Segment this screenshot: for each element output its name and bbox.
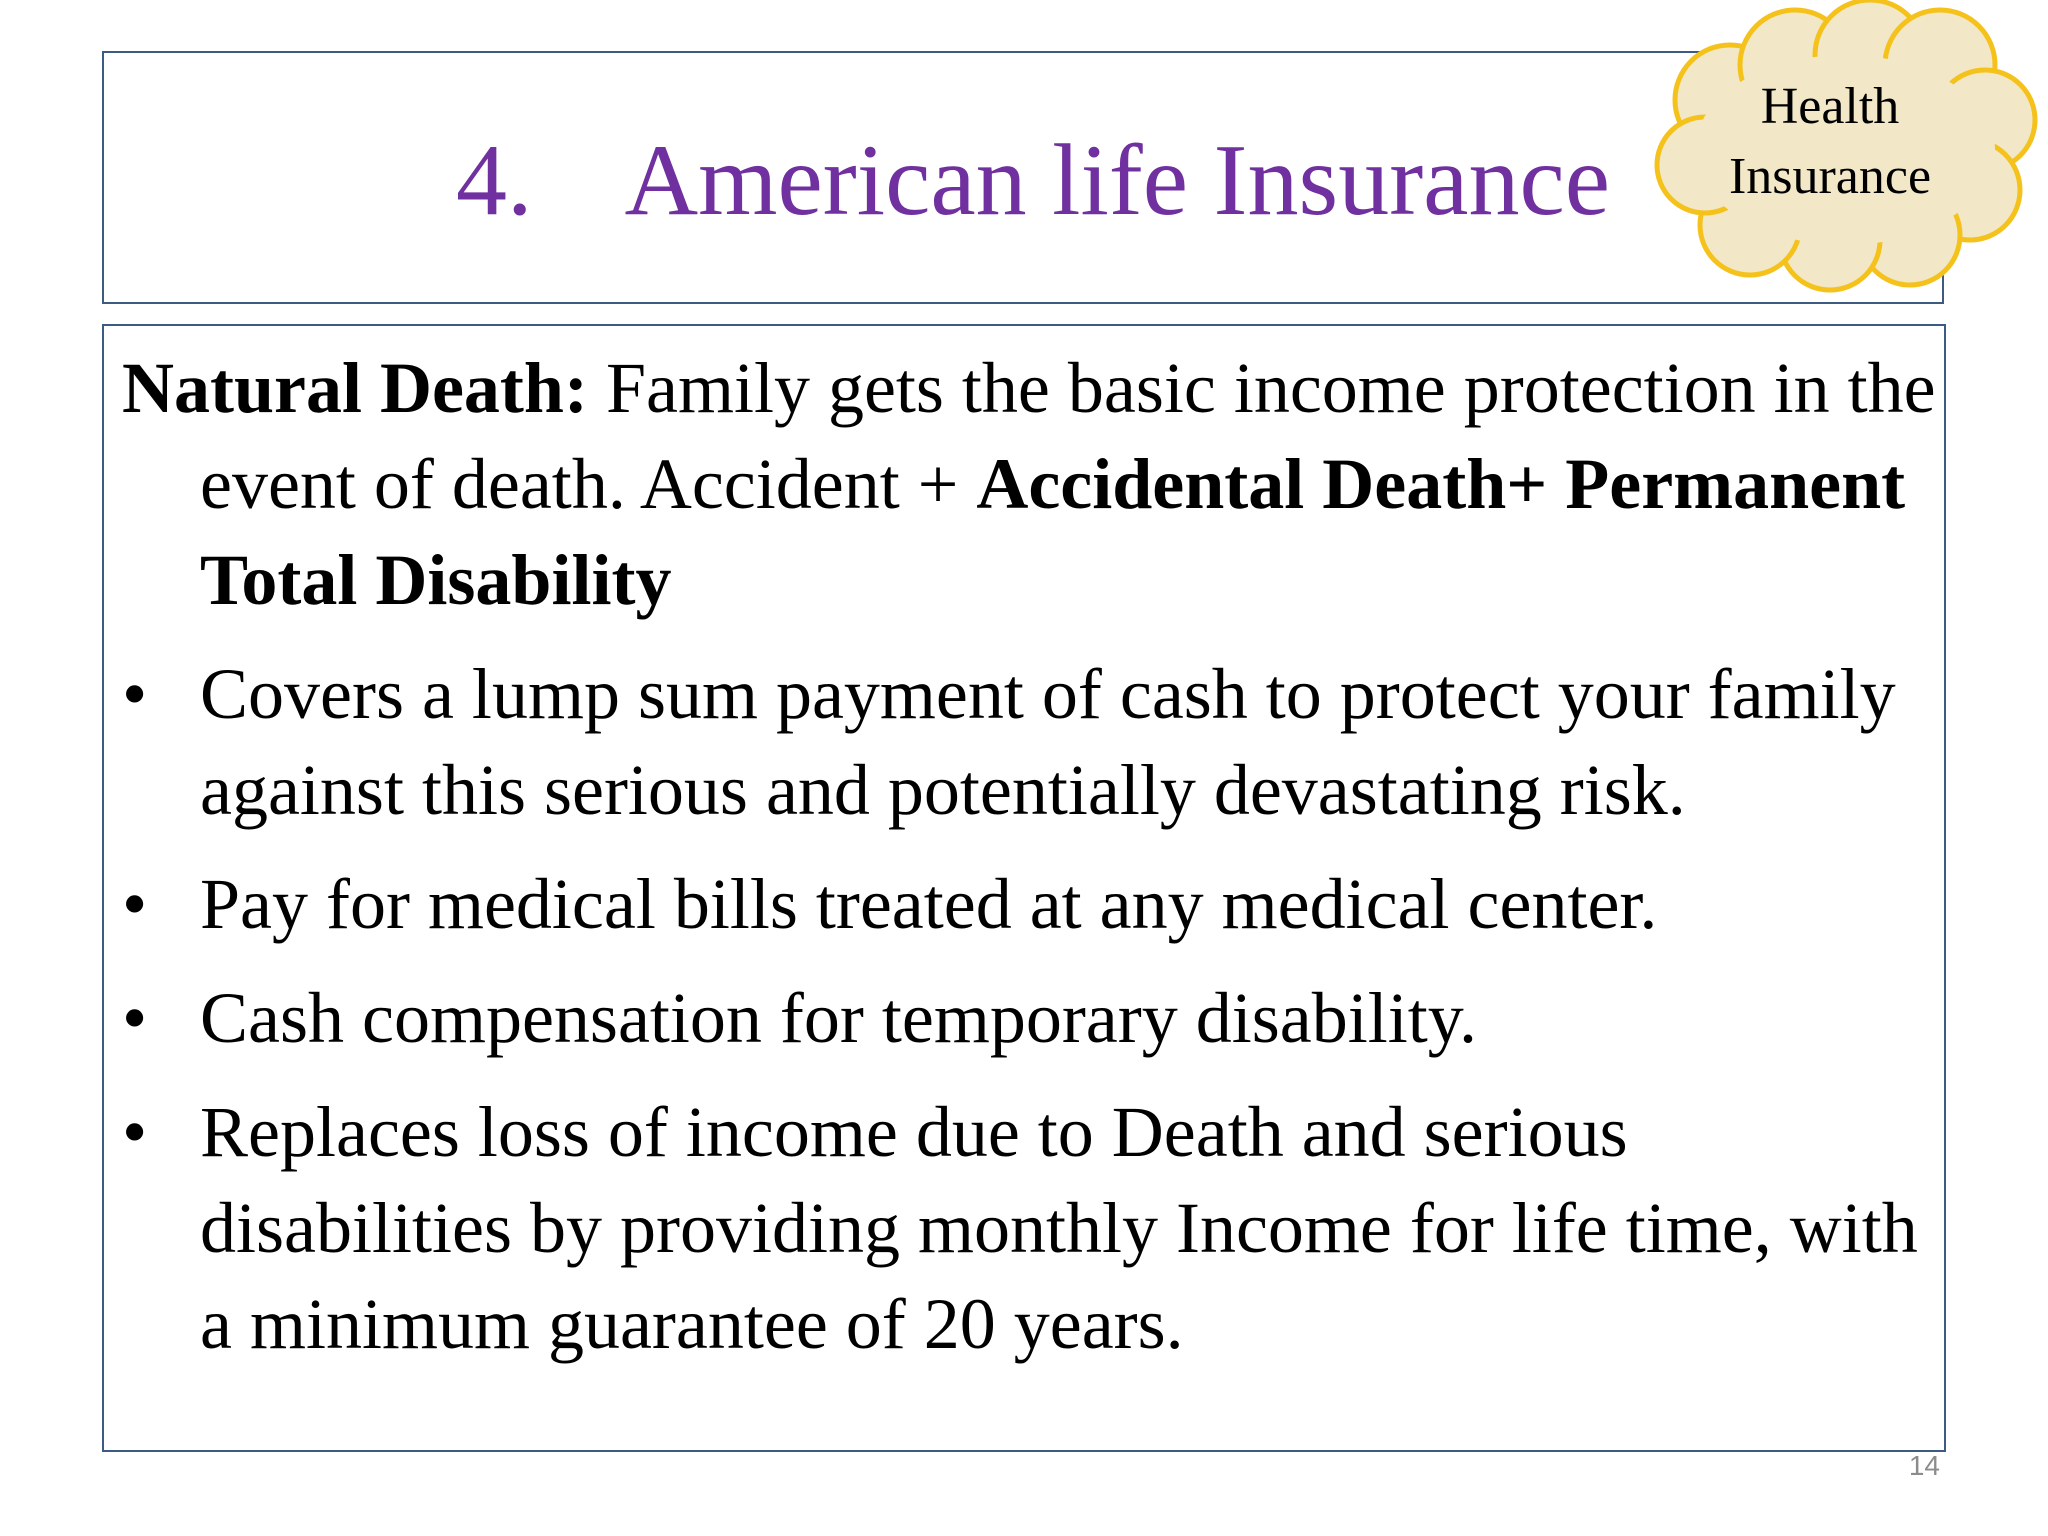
list-item	[122, 856, 1952, 952]
list-item	[122, 1084, 1952, 1372]
intro-paragraph	[122, 340, 1952, 628]
list-item-text: Replaces loss of income due to Death and serious disabilities by providing monthly Income for life time, with a minimum guarantee of 20 years.	[200, 1092, 1918, 1364]
bullet-icon: •	[122, 864, 148, 944]
cloud-label-line2: Insurance	[1728, 148, 1932, 205]
list-item	[122, 646, 1952, 838]
list-item	[122, 970, 1952, 1066]
intro-bold-tail: Accidental Death+ Permanent Total Disability	[200, 444, 1906, 620]
list-item-text: Covers a lump sum payment of cash to protect your family against this serious and potentially devastating risk.	[200, 654, 1896, 830]
list-item-text: Pay for medical bills treated at any medical center.	[200, 864, 1658, 944]
cloud-label-line1: Health	[1760, 78, 1900, 135]
slide-title	[0, 121, 1610, 241]
slide-content	[122, 340, 1952, 1390]
bullet-icon: •	[122, 978, 148, 1058]
title-number: 4.	[456, 124, 533, 237]
bullet-icon: •	[122, 654, 148, 734]
list-item-text: Cash compensation for temporary disability.	[200, 978, 1478, 1058]
page-number: 14	[1908, 1450, 1940, 1481]
intro-text: Family gets the basic income protection in the event of death. Accident +	[200, 348, 1936, 524]
intro-label: Natural Death:	[122, 348, 588, 428]
cloud-label	[1650, 72, 2010, 212]
bullet-icon: •	[122, 1092, 148, 1172]
title-text: American life Insurance	[624, 124, 1610, 237]
